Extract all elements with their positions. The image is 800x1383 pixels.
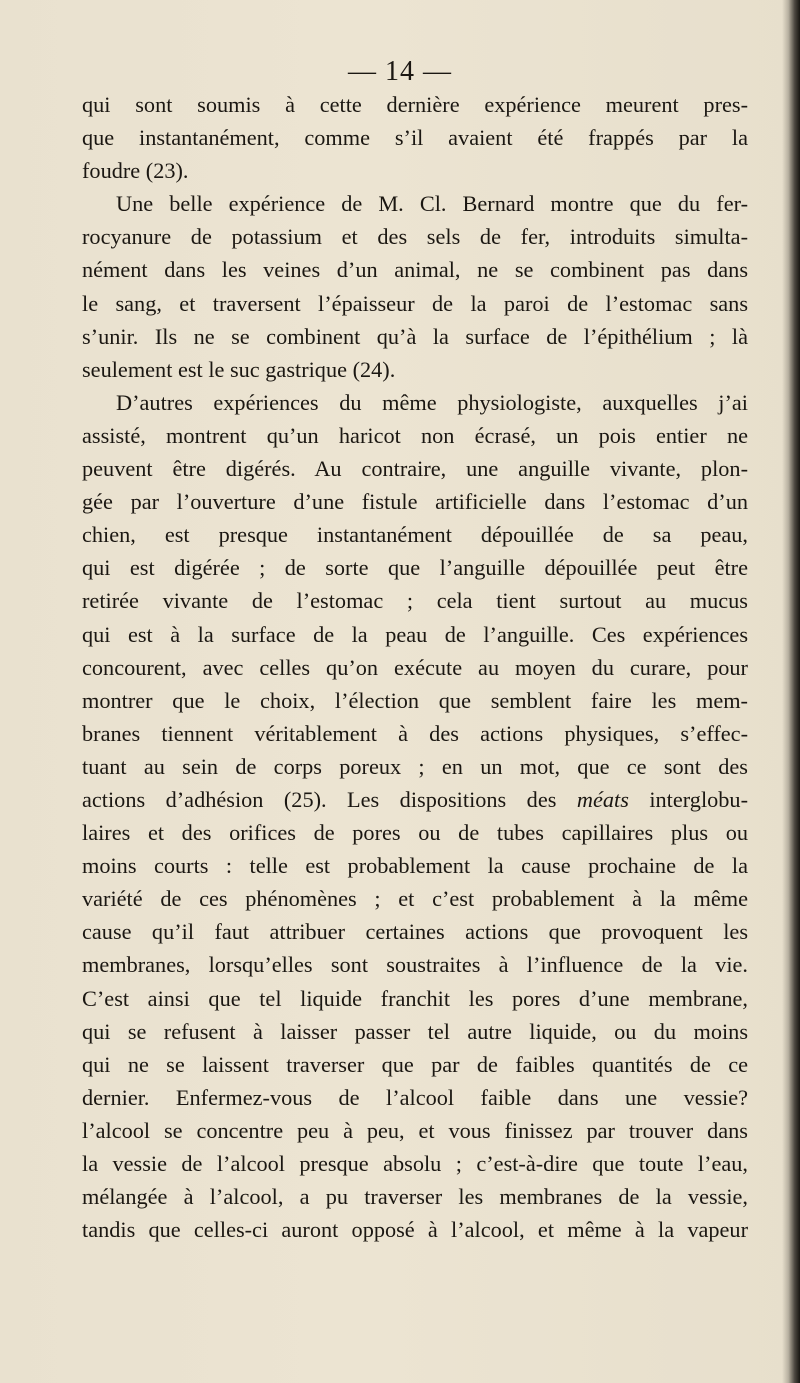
text-line: retirée vivante de l’estomac ; cela tient surtout au mucus (82, 588, 748, 614)
text-line: cause qu’il faut attribuer certaines actions que provoquent les (82, 919, 748, 945)
text-line: C’est ainsi que tel liquide franchit les pores d’une membrane, (82, 985, 748, 1011)
text-line: moins courts : telle est probablement la cause prochaine de la (82, 853, 748, 879)
text-line: D’autres expériences du même physiologiste, auxquelles j’ai (116, 389, 748, 415)
text-line: rocyanure de potassium et des sels de fer, introduits simulta- (82, 224, 748, 250)
text-line: le sang, et traversent l’épaisseur de la paroi de l’estomac sans (82, 290, 748, 316)
text-line: Une belle expérience de M. Cl. Bernard montre que du fer- (116, 191, 748, 217)
body-text (82, 88, 748, 1246)
text-line: concourent, avec celles qu’on exécute au moyen du curare, pour (82, 654, 748, 680)
text-line: gée par l’ouverture d’une fistule artificielle dans l’estomac d’un (82, 489, 748, 515)
text-line: l’alcool se concentre peu à peu, et vous finissez par trouver dans (82, 1117, 748, 1143)
page-number: — 14 — (348, 56, 452, 87)
text-line: branes tiennent véritablement à des actions physiques, s’effec- (82, 720, 748, 746)
text-line-with-italic (82, 783, 748, 816)
text-line: foudre (23). (82, 158, 189, 184)
italic-word: méats (576, 786, 629, 812)
text-segment: actions d’adhésion (25). Les dispositions des (82, 786, 577, 812)
page-edge-shadow (782, 0, 800, 1383)
text-line: que instantanément, comme s’il avaient été frappés par la (82, 125, 748, 151)
text-line: tandis que celles-ci auront opposé à l’alcool, et même à la vapeur (82, 1217, 748, 1243)
text-segment: interglobu- (628, 786, 749, 812)
text-line: qui est digérée ; de sorte que l’anguille dépouillée peut être (82, 555, 748, 581)
text-line: laires et des orifices de pores ou de tubes capillaires plus ou (82, 820, 748, 846)
text-line: qui sont soumis à cette dernière expérience meurent pres- (82, 92, 748, 117)
text-line: qui se refusent à laisser passer tel autre liquide, ou du moins (82, 1018, 748, 1044)
text-line: dernier. Enfermez-vous de l’alcool faible dans une vessie? (82, 1084, 748, 1110)
text-line: qui est à la surface de la peau de l’anguille. Ces expériences (82, 621, 748, 647)
text-line: s’unir. Ils ne se combinent qu’à la surface de l’épithélium ; là (82, 323, 748, 349)
text-line: peuvent être digérés. Au contraire, une anguille vivante, plon- (82, 456, 748, 482)
text-line: membranes, lorsqu’elles sont soustraites à l’influence de la vie. (82, 952, 748, 978)
text-line: chien, est presque instantanément dépouillée de sa peau, (82, 522, 748, 548)
text-line: seulement est le suc gastrique (24). (82, 356, 396, 382)
text-line: assisté, montrent qu’un haricot non écrasé, un pois entier ne (82, 422, 748, 448)
text-line: qui ne se laissent traverser que par de faibles quantités de ce (82, 1051, 748, 1077)
text-line: la vessie de l’alcool presque absolu ; c’est-à-dire que toute l’eau, (82, 1151, 748, 1176)
text-line: variété de ces phénomènes ; et c’est probablement à la même (82, 886, 748, 912)
text-line: mélangée à l’alcool, a pu traverser les membranes de la vessie, (82, 1184, 748, 1210)
text-line: nément dans les veines d’un animal, ne se combinent pas dans (82, 257, 748, 283)
text-line: tuant au sein de corps poreux ; en un mot, que ce sont des (82, 753, 748, 779)
text-line: montrer que le choix, l’élection que semblent faire les mem- (82, 687, 748, 713)
